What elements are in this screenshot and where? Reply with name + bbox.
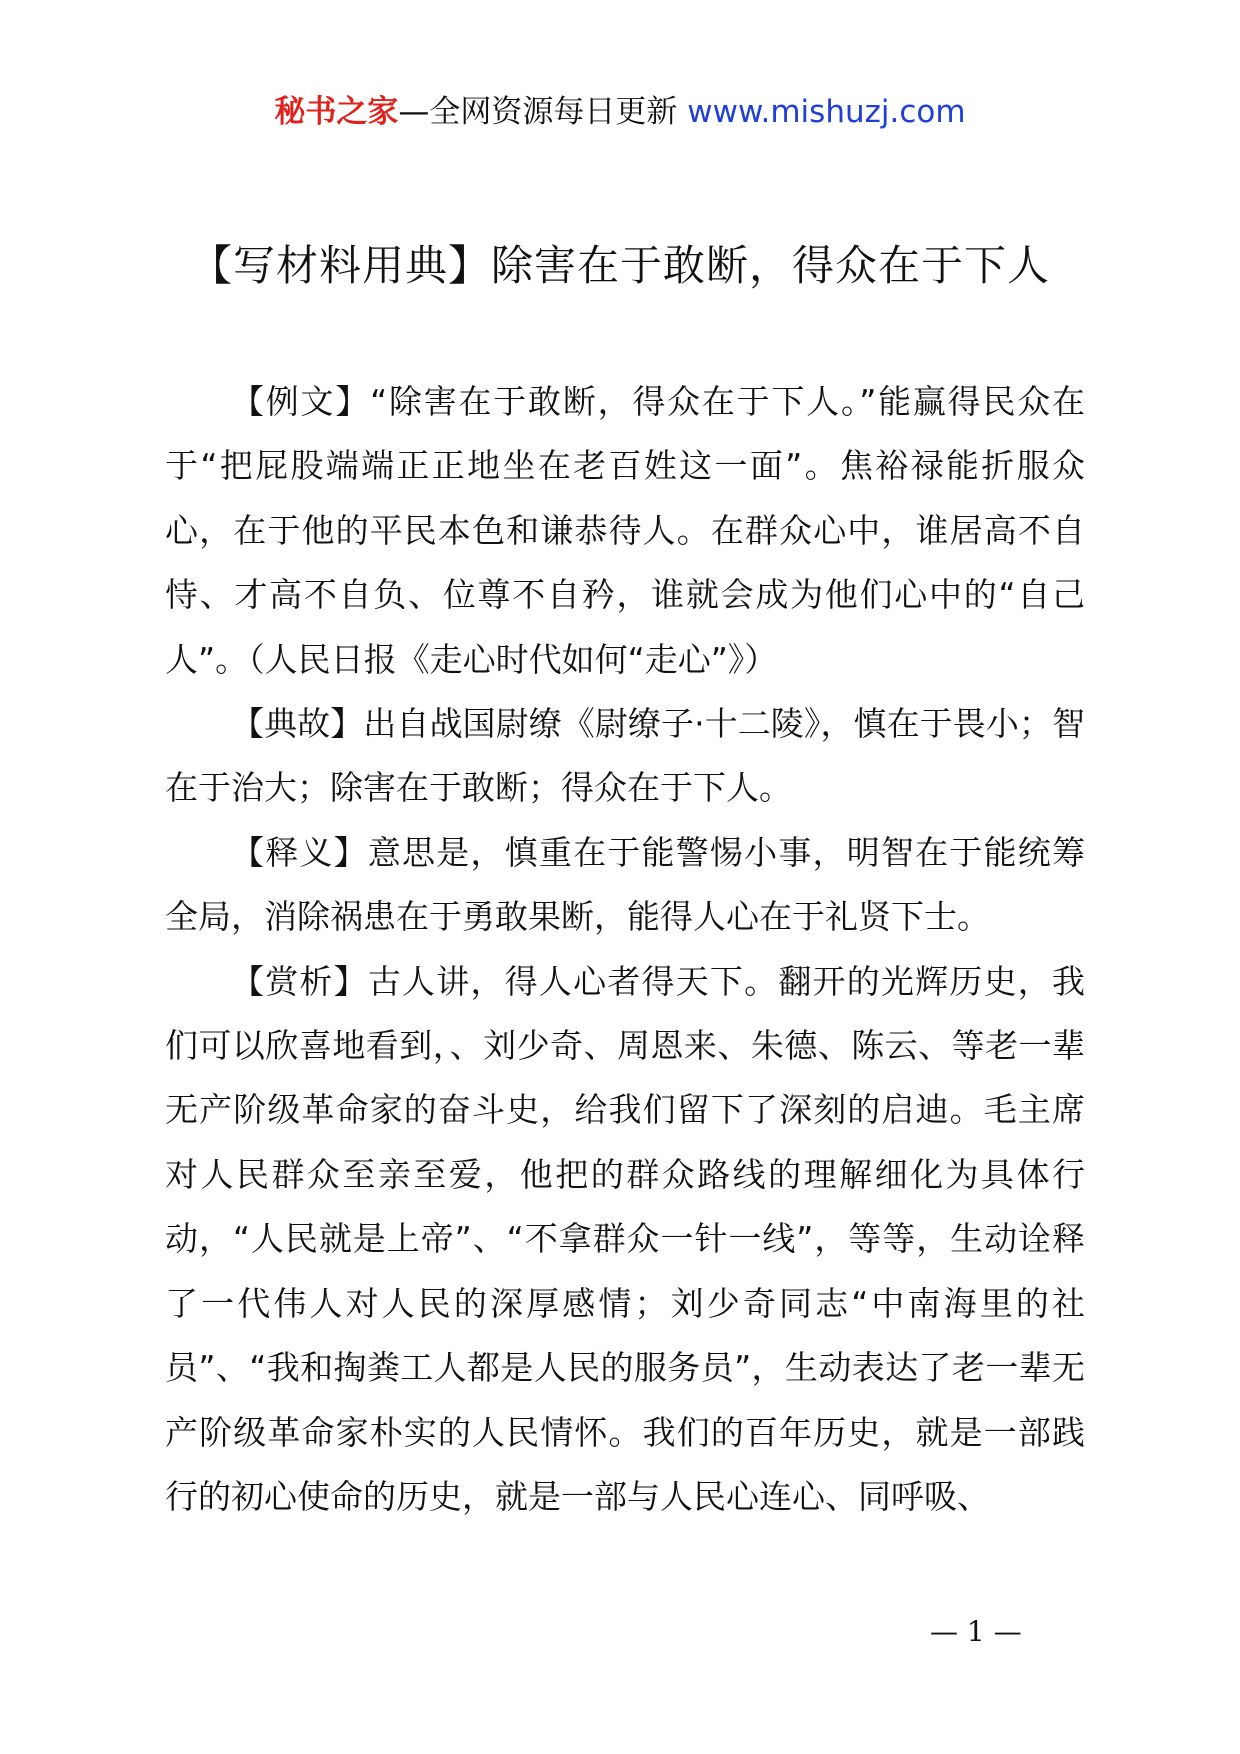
paragraph-appreciation: 【赏析】古人讲，得人心者得天下。翻开的光辉历史，我们可以欣喜地看到，、刘少奇、周恩来、朱德、陈云、等老一辈无产阶级革命家的奋斗史，给我们留下了深刻的启迪。毛主席对人民群众至亲至爱，他把的群众路线的理解细化为具体行动，“人民就是上帝”、“不拿群众一针一线”，等等，生动诠释了一代伟人对人民的深厚感情；刘少奇同志“中南海里的社员”、“我和掏粪工人都是人民的服务员”，生动表达了老一辈无产阶级革命家朴实的人民情怀。我们的百年历史，就是一部践行的初心使命的历史，就是一部与人民心连心、同呼吸、 bbox=[165, 961, 1085, 1516]
site-url-link[interactable]: www.mishuzj.com bbox=[687, 94, 966, 130]
paragraph-allusion: 【典故】出自战国尉缭《尉缭子·十二陵》，慎在于畏小；智在于治大；除害在于敢断；得众在于下人。 bbox=[165, 704, 1085, 808]
paragraph-example: 【例文】“除害在于敢断，得众在于下人。”能赢得民众在于“把屁股端端正正地坐在老百姓这一面”。焦裕禄能折服众心，在于他的平民本色和谦恭待人。在群众心中，谁居高不自恃、才高不自负、位尊不自矜，谁就会成为他们心中的“自己人”。（人民日报《走心时代如何“走心”》） bbox=[165, 382, 1085, 679]
document-body bbox=[165, 370, 1085, 1529]
header-tagline: 全网资源每日更新 bbox=[429, 94, 688, 130]
document-title: 【写材料用典】除害在于敢断，得众在于下人 bbox=[189, 241, 1050, 290]
site-brand: 秘书之家 bbox=[274, 94, 399, 130]
site-header bbox=[0, 92, 1240, 132]
page-number: — 1 — bbox=[930, 1615, 1022, 1648]
header-separator: — bbox=[398, 94, 430, 130]
paragraph-meaning: 【释义】意思是，慎重在于能警惕小事，明智在于能统筹全局，消除祸患在于勇敢果断，能得人心在于礼贤下士。 bbox=[165, 832, 1085, 937]
